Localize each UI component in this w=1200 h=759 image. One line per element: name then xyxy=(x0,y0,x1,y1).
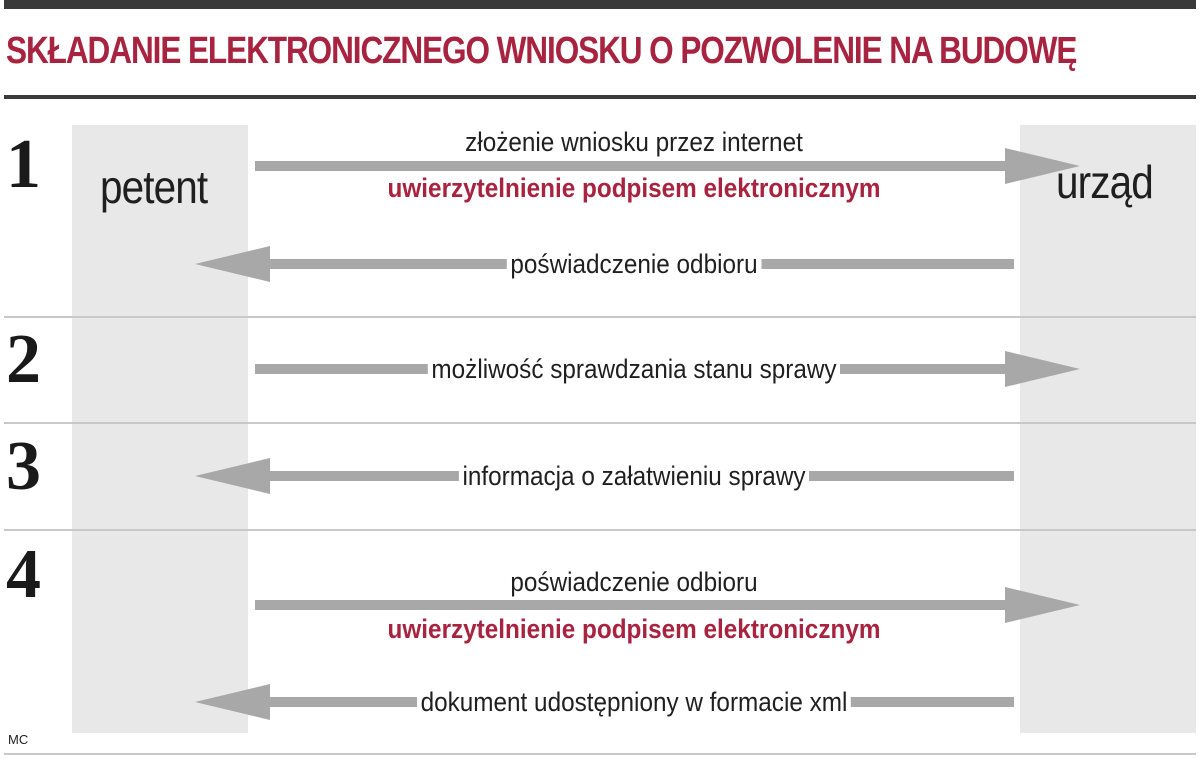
step-1-forward-note: uwierzytelnienie podpisem elektronicznym xyxy=(387,173,881,203)
step-4-forward-note: uwierzytelnienie podpisem elektronicznym xyxy=(387,614,881,644)
step-4-back-label: dokument udostępniony w formacie xml xyxy=(417,686,851,718)
petent-label: petent xyxy=(100,161,208,213)
page-title: SKŁADANIE ELEKTRONICZNEGO WNIOSKU O POZWOLENIE NA BUDOWĘ xyxy=(6,30,1077,72)
step-1-back-label: poświadczenie odbioru xyxy=(507,248,761,280)
step-number: 3 xyxy=(6,428,41,505)
step-number: 2 xyxy=(6,321,41,398)
step-number: 4 xyxy=(6,536,41,613)
step-2-forward-label: możliwość sprawdzania stanu sprawy xyxy=(428,353,840,385)
step-number: 1 xyxy=(6,126,41,203)
urzad-label: urząd xyxy=(1056,156,1153,208)
step-1-forward-label: złożenie wniosku przez internet xyxy=(465,127,803,157)
credit-label: MC xyxy=(8,732,29,747)
step-3-back-label: informacja o załatwieniu sprawy xyxy=(459,460,809,492)
step-4-forward-label: poświadczenie odbioru xyxy=(510,567,758,597)
